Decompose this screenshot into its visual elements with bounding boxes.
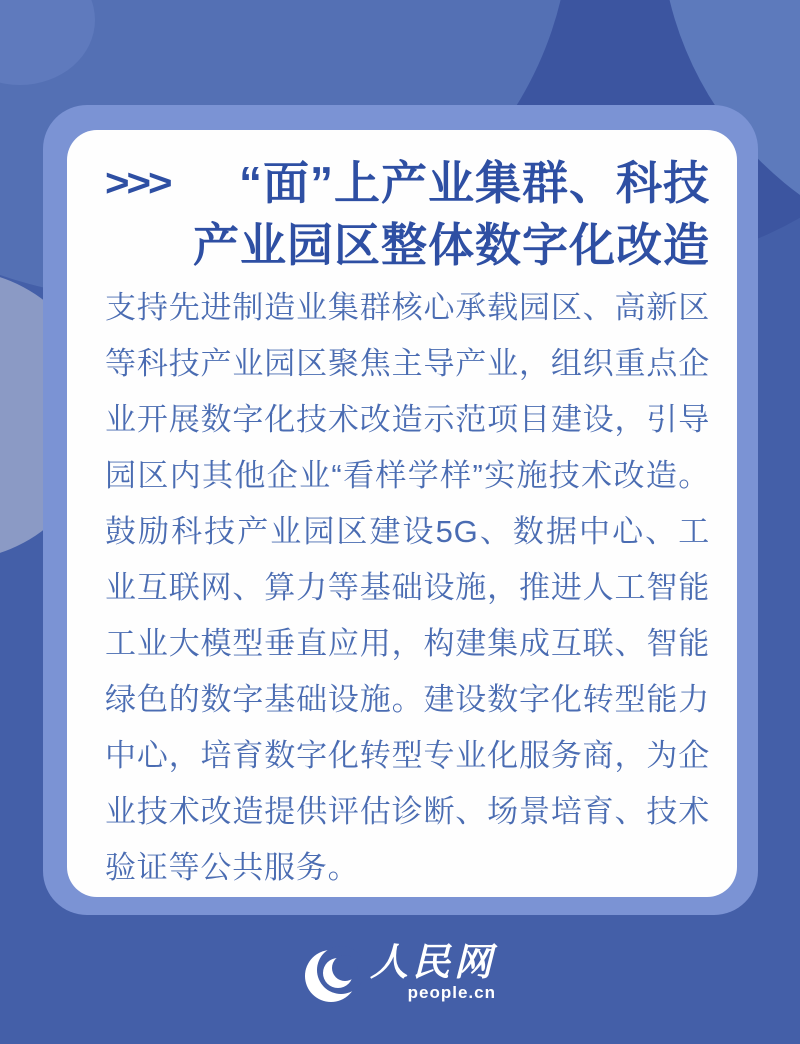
card-title-line-1: “面”上产业集群、科技	[239, 157, 710, 209]
logo-name-text: 人民网	[369, 942, 497, 984]
card-body-text: 支持先进制造业集群核心承载园区、高新区等科技产业园区聚焦主导产业，组织重点企业开展数字化技术改造示范项目建设，引导园区内其他企业“看样学样”实施技术改造。鼓励科技产业园区建设5G、数据中心、工业互联网、算力等基础设施，推进人工智能工业大模型垂直应用，构建集成互联、智能绿色的数字基础设施。建设数字化转型能力中心，培育数字化转型专业化服务商，为企业技术改造提供评估诊断、场景培育、技术验证等公共服务。	[105, 290, 710, 885]
card-outer-frame	[43, 105, 758, 915]
people-cn-logo	[304, 942, 496, 1006]
content-card	[67, 130, 737, 897]
people-cn-crescent-icon	[304, 942, 362, 1006]
logo-text-column	[370, 942, 496, 1002]
card-title	[170, 152, 710, 276]
chevrons-icon: >>>	[105, 160, 170, 205]
card-title-row	[105, 152, 710, 276]
logo-domain-text: people.cn	[407, 983, 497, 1002]
card-title-line-2: 产业园区整体数字化改造	[193, 219, 710, 271]
